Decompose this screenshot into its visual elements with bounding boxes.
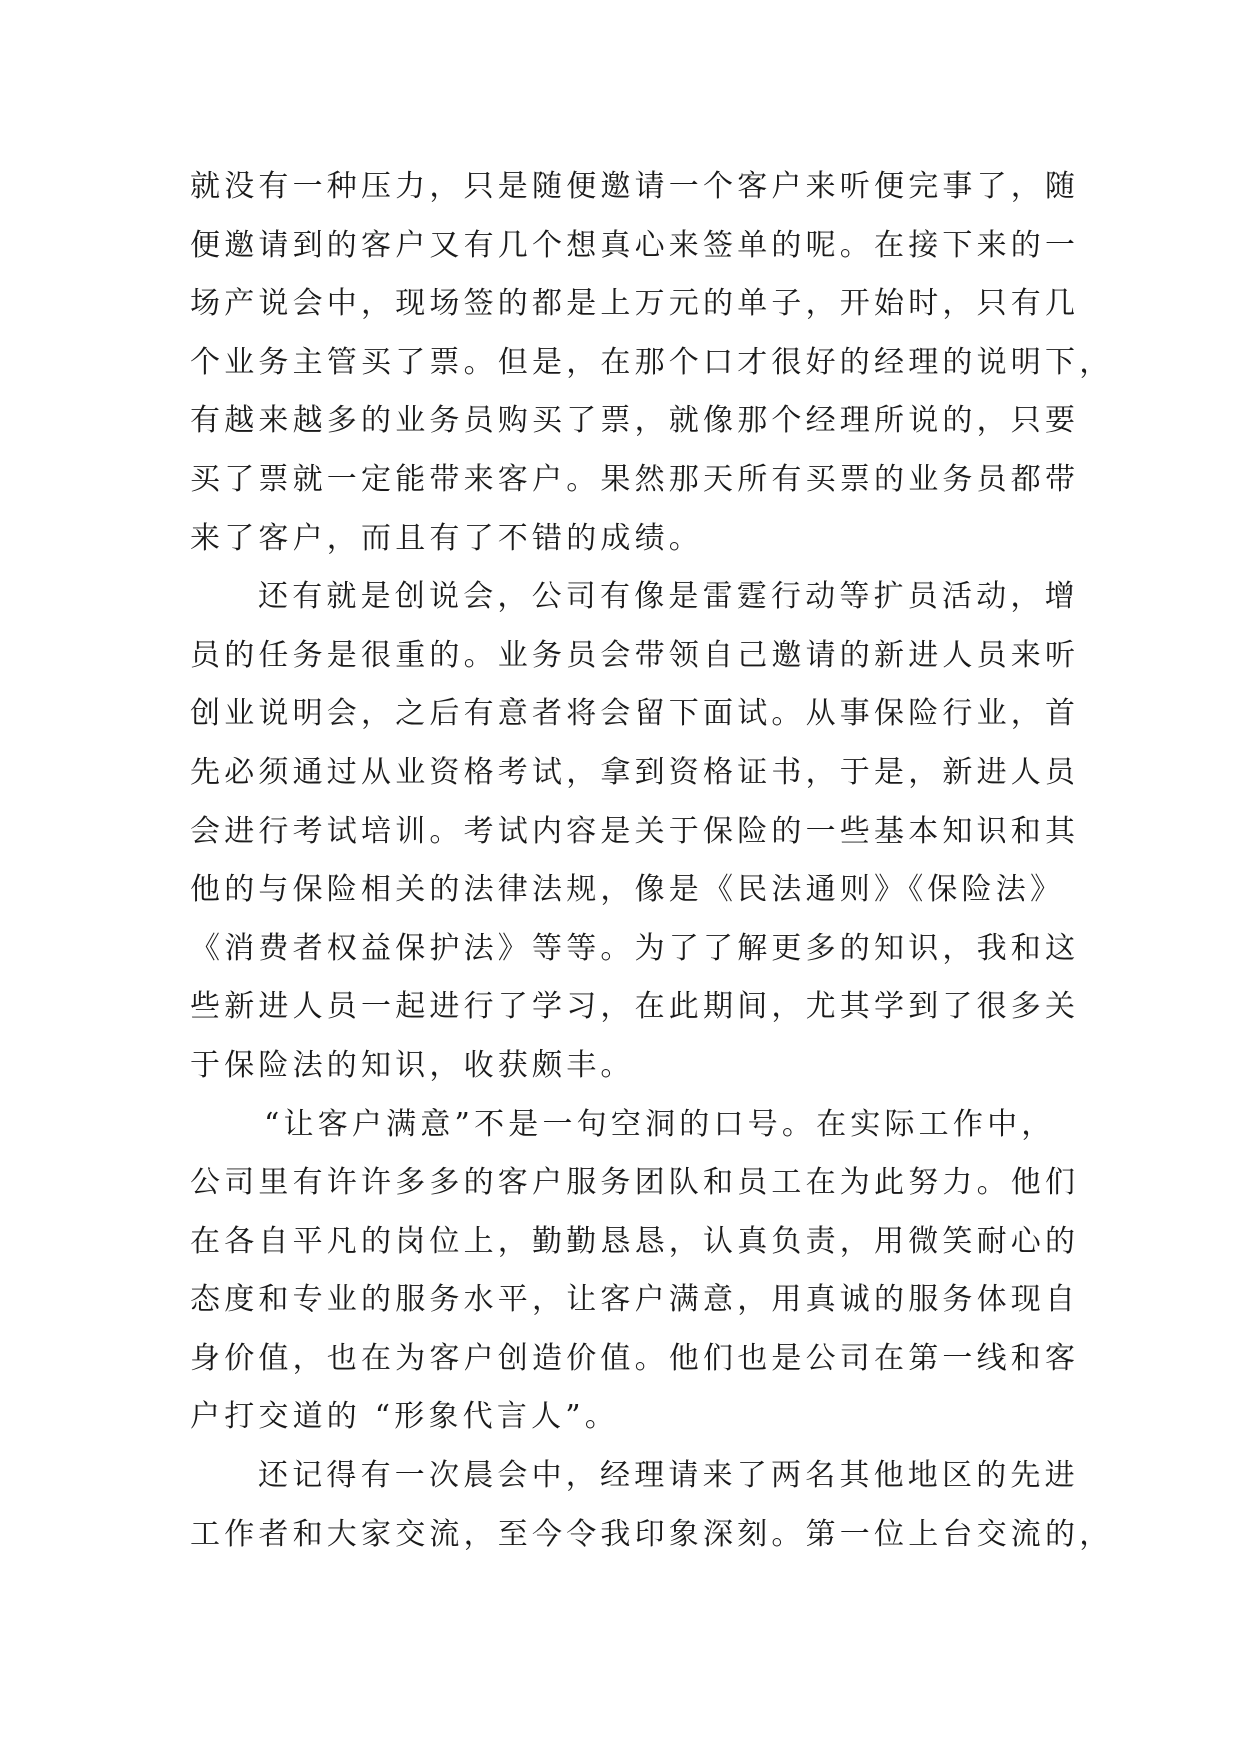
text-line: 便邀请到的客户又有几个想真心来签单的呢。在接下来的一 — [190, 227, 1080, 263]
text-line: 工作者和大家交流，至今令我印象深刻。第一位上台交流的， — [190, 1516, 1114, 1552]
text-line: 公司里有许许多多的客户服务团队和员工在为此努力。他们 — [190, 1165, 1080, 1201]
paragraph-start-line: “让客户满意”不是一句空洞的口号。在实际工作中， — [264, 1106, 1056, 1142]
text-line: 身价值，也在为客户创造价值。他们也是公司在第一线和客 — [190, 1340, 1080, 1376]
text-line: 就没有一种压力，只是随便邀请一个客户来听便完事了，随 — [190, 169, 1080, 204]
text-line: 场产说会中，现场签的都是上万元的单子，开始时，只有几 — [190, 286, 1080, 322]
body-text — [190, 158, 1114, 1564]
paragraph-start-line: 还有就是创说会，公司有像是雷霆行动等扩员活动，增 — [258, 579, 1079, 615]
text-line: 他的与保险相关的法律法规，像是《民法通则》《保险法》 — [190, 872, 1065, 908]
text-line: 些新进人员一起进行了学习，在此期间，尤其学到了很多关 — [190, 989, 1080, 1025]
text-line: 先必须通过从业资格考试，拿到资格证书，于是，新进人员 — [190, 754, 1080, 790]
text-line: 买了票就一定能带来客户。果然那天所有买票的业务员都带 — [190, 461, 1080, 497]
text-line: 会进行考试培训。考试内容是关于保险的一些基本知识和其 — [190, 813, 1080, 849]
text-line: 《消费者权益保护法》等等。为了了解更多的知识，我和这 — [190, 930, 1080, 966]
text-line: 员的任务是很重的。业务员会带领自己邀请的新进人员来听 — [190, 637, 1080, 673]
paragraph-start-line: 还记得有一次晨会中，经理请来了两名其他地区的先进 — [258, 1458, 1079, 1494]
text-line: 于保险法的知识，收获颇丰。 — [190, 1047, 635, 1083]
text-line: 在各自平凡的岗位上，勤勤恳恳，认真负责，用微笑耐心的 — [190, 1223, 1080, 1259]
text-line: 个业务主管买了票。但是，在那个口才很好的经理的说明下， — [190, 344, 1114, 380]
text-line: 创业说明会，之后有意者将会留下面试。从事保险行业，首 — [190, 696, 1080, 732]
text-line: 有越来越多的业务员购买了票，就像那个经理所说的，只要 — [190, 403, 1080, 439]
text-line: 户打交道的 “形象代言人”。 — [190, 1399, 620, 1435]
text-line: 态度和专业的服务水平，让客户满意，用真诚的服务体现自 — [190, 1282, 1080, 1318]
text-line: 来了客户，而且有了不错的成绩。 — [190, 520, 703, 556]
